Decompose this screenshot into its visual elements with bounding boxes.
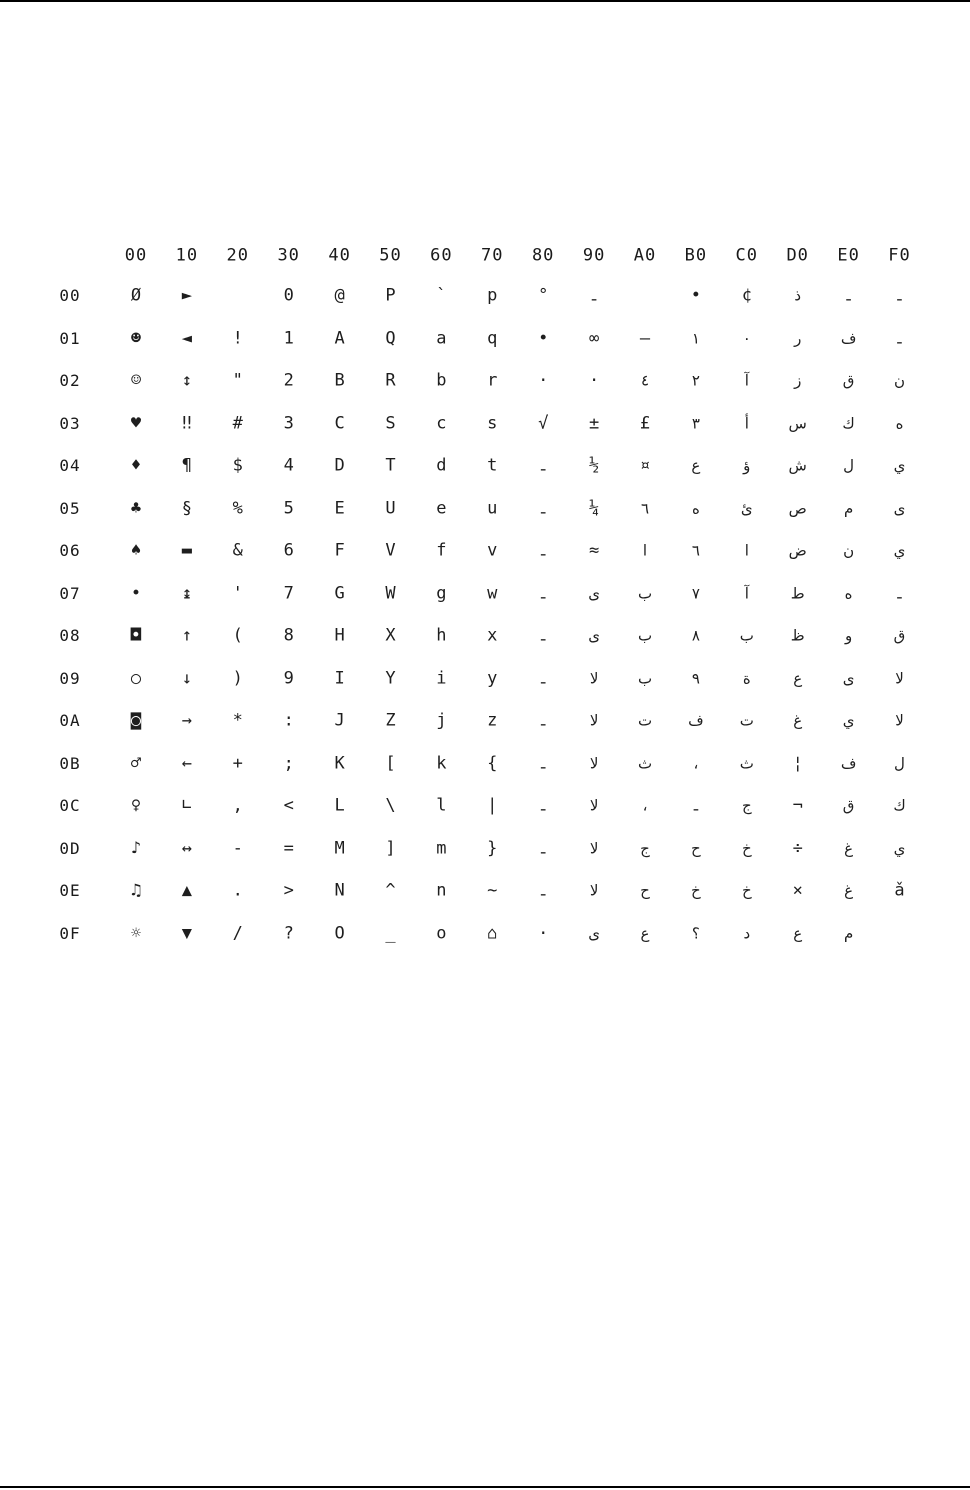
glyph-cell: ،: [693, 754, 699, 772]
glyph-cell: B: [334, 370, 345, 391]
glyph-cell: ]: [385, 838, 396, 858]
glyph-cell: ص: [788, 499, 807, 517]
glyph-cell: ٣: [691, 414, 700, 432]
column-header-e0: E0: [837, 245, 860, 266]
glyph-cell: ب: [637, 669, 653, 687]
glyph-cell: T: [385, 455, 396, 476]
glyph-cell: 3: [283, 413, 294, 433]
glyph-cell: ▲: [181, 880, 193, 901]
glyph-cell: -: [232, 838, 243, 858]
glyph-cell: ـ: [540, 584, 546, 602]
row-header-0e: 0E: [59, 881, 81, 900]
glyph-cell: ا: [744, 541, 749, 560]
column-header-70: 70: [481, 245, 504, 266]
glyph-cell: ى: [842, 669, 855, 687]
glyph-cell: ∞: [588, 328, 600, 348]
glyph-cell: }: [487, 838, 498, 858]
glyph-cell: ☼: [130, 923, 142, 943]
column-header-f0: F0: [888, 245, 911, 266]
glyph-cell: N: [334, 880, 345, 901]
glyph-cell: •: [690, 285, 702, 306]
glyph-cell: C: [334, 413, 345, 433]
glyph-cell: ¶: [181, 455, 193, 476]
glyph-cell: ½: [588, 455, 600, 476]
glyph-cell: Q: [385, 328, 396, 348]
glyph-cell: ى: [588, 584, 600, 602]
glyph-cell: ↓: [181, 668, 193, 688]
glyph-cell: ا: [642, 541, 648, 560]
glyph-cell: D: [334, 455, 345, 476]
glyph-cell: ة: [742, 669, 751, 687]
column-header-20: 20: [226, 245, 250, 266]
glyph-cell: م: [843, 924, 854, 942]
glyph-cell: ٠: [742, 329, 751, 347]
column-header-d0: D0: [786, 245, 809, 266]
glyph-cell: {: [487, 753, 498, 773]
glyph-cell: ر: [794, 329, 802, 347]
glyph-cell: لا: [589, 711, 599, 730]
glyph-cell: ♥: [130, 413, 142, 433]
glyph-cell: ': [232, 583, 243, 603]
glyph-cell: +: [232, 753, 243, 773]
glyph-cell: ش: [788, 456, 807, 475]
glyph-cell: •: [130, 583, 142, 603]
glyph-cell: ذ: [794, 286, 802, 305]
glyph-cell: e: [436, 498, 447, 518]
glyph-cell: G: [334, 583, 345, 603]
glyph-cell: ٩: [691, 669, 700, 687]
glyph-cell: ∟: [181, 795, 193, 816]
glyph-cell: ف: [688, 711, 704, 730]
glyph-cell: W: [385, 583, 396, 603]
glyph-cell: R: [385, 370, 396, 391]
glyph-cell: s: [487, 413, 498, 433]
glyph-cell: L: [334, 795, 345, 816]
glyph-cell: ع: [691, 456, 701, 475]
glyph-cell: √: [538, 413, 549, 433]
glyph-cell: ـ: [540, 711, 546, 730]
glyph-cell: _: [385, 923, 396, 943]
glyph-cell: ¬: [792, 795, 803, 816]
glyph-cell: ـ: [846, 286, 851, 305]
glyph-cell: ـ: [540, 796, 546, 815]
column-header-00: 00: [124, 245, 148, 266]
glyph-cell: P: [385, 285, 396, 306]
glyph-cell: Ø: [130, 285, 142, 306]
glyph-cell: ¼: [588, 498, 600, 518]
glyph-cell: ى: [588, 626, 600, 645]
row-header-07: 07: [59, 583, 81, 603]
glyph-cell: (: [232, 625, 243, 646]
glyph-cell: ♀: [130, 795, 142, 816]
glyph-cell: ←: [181, 753, 193, 773]
glyph-cell: ك: [893, 796, 906, 815]
glyph-cell: p: [487, 285, 498, 306]
glyph-cell: ⌂: [487, 923, 498, 943]
glyph-cell: د: [743, 924, 751, 942]
glyph-cell: /: [232, 923, 243, 943]
glyph-cell: ♠: [130, 540, 142, 561]
glyph-cell: V: [385, 540, 396, 561]
glyph-cell: ت: [739, 711, 754, 730]
glyph-cell: l: [436, 795, 447, 816]
glyph-cell: ـ: [897, 329, 902, 347]
glyph-cell: ‼: [181, 413, 193, 433]
glyph-cell: ?: [283, 923, 294, 943]
glyph-cell: ه: [844, 584, 853, 602]
glyph-cell: U: [385, 498, 396, 518]
row-header-02: 02: [59, 371, 81, 390]
glyph-cell: ○: [130, 668, 142, 688]
glyph-cell: ◙: [130, 710, 142, 731]
glyph-cell: ب: [637, 584, 653, 602]
glyph-cell: 9: [283, 668, 294, 688]
glyph-cell: ±: [588, 413, 600, 433]
glyph-cell: ن: [843, 541, 855, 560]
glyph-cell: ي: [893, 839, 906, 857]
glyph-cell: ٦: [640, 499, 650, 517]
glyph-cell: ب: [739, 626, 754, 645]
glyph-cell: ع: [640, 924, 650, 942]
glyph-cell: ١: [691, 329, 700, 347]
row-header-04: 04: [59, 456, 81, 475]
glyph-cell: ـ: [897, 584, 902, 602]
glyph-cell: ·: [538, 370, 549, 391]
glyph-cell: ت: [637, 711, 653, 730]
glyph-cell: E: [334, 498, 345, 518]
glyph-cell: ,: [232, 795, 243, 816]
glyph-cell: n: [436, 880, 447, 901]
glyph-cell: ▬: [181, 540, 193, 561]
glyph-cell: ،: [642, 796, 648, 815]
glyph-cell: ي: [842, 711, 855, 730]
glyph-cell: ـ: [693, 796, 699, 815]
glyph-cell: آ: [744, 371, 749, 390]
glyph-cell: F: [334, 540, 345, 561]
row-header-09: 09: [59, 668, 81, 688]
glyph-cell: ": [232, 370, 243, 391]
glyph-cell: س: [788, 414, 807, 432]
glyph-cell: ـ: [540, 839, 546, 857]
glyph-cell: Z: [385, 710, 396, 731]
glyph-cell: 5: [283, 498, 294, 518]
glyph-cell: ¦: [792, 753, 803, 773]
glyph-cell: 7: [283, 583, 294, 603]
glyph-cell: ث: [637, 754, 653, 772]
row-header-08: 08: [59, 626, 81, 645]
glyph-cell: آ: [744, 584, 749, 602]
glyph-cell: r: [487, 370, 498, 391]
glyph-cell: ǎ: [894, 880, 905, 901]
column-header-90: 90: [582, 245, 606, 266]
row-header-06: 06: [59, 541, 81, 560]
glyph-cell: ـ: [540, 669, 546, 687]
glyph-cell: •: [538, 328, 549, 348]
glyph-cell: w: [487, 583, 498, 603]
glyph-cell: I: [334, 668, 345, 688]
glyph-cell: ؟: [691, 924, 700, 942]
glyph-cell: ـ: [540, 541, 546, 560]
glyph-cell: g: [436, 583, 447, 603]
glyph-cell: ♦: [130, 455, 142, 476]
glyph-cell: لا: [589, 881, 599, 900]
glyph-cell: ↕: [181, 370, 193, 391]
glyph-cell: H: [334, 625, 345, 646]
glyph-cell: ف: [840, 329, 857, 347]
glyph-cell: .: [232, 880, 243, 901]
glyph-cell: d: [436, 455, 447, 476]
glyph-cell: $: [232, 455, 243, 476]
glyph-cell: ▼: [181, 923, 193, 943]
glyph-cell: ♫: [130, 880, 142, 901]
glyph-cell: ظ: [790, 626, 805, 645]
glyph-cell: c: [436, 413, 447, 433]
glyph-cell: £: [639, 413, 651, 433]
glyph-cell: =: [283, 838, 294, 858]
glyph-cell: ٧: [691, 584, 700, 602]
glyph-cell: 2: [283, 370, 294, 391]
glyph-cell: ق: [842, 371, 855, 390]
glyph-cell: ◄: [181, 328, 193, 348]
glyph-cell: ↨: [181, 583, 193, 603]
glyph-cell: ►: [181, 285, 193, 306]
column-header-c0: C0: [735, 245, 759, 266]
glyph-cell: m: [436, 838, 447, 858]
glyph-cell: ح: [691, 839, 701, 857]
glyph-cell: ل: [894, 754, 905, 772]
glyph-cell: ~: [487, 880, 498, 901]
glyph-cell: ـ: [540, 499, 546, 517]
row-header-0a: 0A: [59, 711, 81, 730]
glyph-cell: ح: [640, 881, 650, 900]
glyph-cell: ن: [893, 371, 906, 390]
glyph-cell: ي: [893, 541, 906, 560]
glyph-cell: 1: [283, 328, 294, 348]
glyph-cell: ـ: [540, 456, 546, 475]
glyph-cell: ·: [588, 370, 600, 391]
glyph-cell: [: [385, 753, 396, 773]
glyph-cell: ل: [843, 456, 855, 475]
glyph-cell: ه: [691, 499, 700, 517]
glyph-cell: 4: [283, 455, 294, 476]
glyph-cell: M: [334, 838, 345, 858]
glyph-cell: لا: [589, 796, 599, 815]
glyph-cell: §: [181, 498, 193, 518]
glyph-cell: ـ: [540, 881, 546, 900]
glyph-cell: ز: [794, 371, 802, 390]
glyph-cell: ·: [538, 923, 549, 943]
row-header-05: 05: [59, 498, 81, 518]
glyph-cell: J: [334, 710, 345, 731]
glyph-cell: ق: [893, 626, 906, 645]
glyph-cell: %: [232, 498, 243, 518]
glyph-cell: ¤: [639, 455, 651, 476]
glyph-cell: ♪: [130, 838, 142, 858]
column-header-40: 40: [328, 245, 351, 266]
row-header-0c: 0C: [59, 796, 81, 815]
glyph-cell: #: [232, 413, 243, 433]
glyph-cell: 8: [283, 625, 294, 646]
glyph-cell: f: [436, 540, 447, 561]
glyph-cell: 6: [283, 540, 294, 561]
glyph-cell: t: [487, 455, 498, 476]
glyph-cell: @: [334, 285, 345, 306]
glyph-cell: i: [436, 668, 447, 688]
glyph-cell: ث: [739, 754, 754, 772]
glyph-cell: A: [334, 328, 345, 348]
glyph-cell: ≈: [588, 540, 600, 561]
glyph-cell: غ: [793, 711, 803, 730]
glyph-cell: ـ: [540, 754, 546, 772]
glyph-cell: ٢: [691, 371, 700, 390]
glyph-cell: خ: [741, 839, 752, 857]
glyph-cell: ب: [637, 626, 653, 645]
glyph-cell: لا: [589, 839, 599, 857]
glyph-cell: أ: [744, 414, 749, 432]
glyph-cell: !: [232, 328, 243, 348]
bottom-rule: [0, 1486, 970, 1488]
glyph-cell: لا: [895, 669, 904, 687]
glyph-cell: q: [487, 328, 498, 348]
glyph-cell: ج: [640, 839, 650, 857]
glyph-cell: ف: [840, 754, 857, 772]
column-header-50: 50: [379, 245, 402, 266]
glyph-cell: ؤ: [743, 456, 751, 475]
glyph-cell: ٤: [640, 371, 650, 390]
glyph-cell: ↔: [181, 838, 193, 858]
glyph-cell: ـ: [591, 286, 597, 305]
glyph-cell: ع: [793, 924, 803, 942]
glyph-cell: 0: [283, 285, 294, 306]
glyph-cell: ٦: [691, 541, 700, 560]
glyph-cell: u: [487, 498, 498, 518]
glyph-cell: X: [385, 625, 396, 646]
glyph-cell: \: [385, 795, 396, 816]
glyph-cell: z: [487, 710, 498, 731]
column-header-80: 80: [531, 245, 555, 266]
glyph-cell: ◘: [130, 625, 142, 646]
row-header-0d: 0D: [59, 838, 81, 858]
glyph-cell: ط: [790, 584, 805, 602]
glyph-cell: o: [436, 923, 447, 943]
glyph-cell: ☺: [130, 370, 142, 391]
row-header-01: 01: [59, 328, 81, 348]
glyph-cell: &: [232, 540, 243, 561]
glyph-cell: ÷: [792, 838, 803, 858]
glyph-cell: x: [487, 625, 498, 646]
glyph-cell: لا: [589, 669, 599, 687]
glyph-cell: *: [232, 710, 243, 731]
glyph-cell: °: [538, 285, 549, 306]
glyph-cell: v: [487, 540, 498, 561]
glyph-cell: ـ: [540, 626, 546, 645]
glyph-cell: ¢: [741, 285, 752, 306]
glyph-cell: ق: [842, 796, 855, 815]
glyph-cell: b: [436, 370, 447, 391]
glyph-cell: ئ: [740, 499, 753, 517]
glyph-cell: ي: [893, 456, 906, 475]
row-header-03: 03: [59, 413, 81, 433]
glyph-cell: ض: [788, 541, 807, 560]
glyph-cell: h: [436, 625, 447, 646]
glyph-cell: `: [436, 285, 447, 306]
glyph-cell: ♣: [130, 498, 142, 518]
glyph-cell: ^: [385, 880, 396, 901]
glyph-cell: لا: [895, 711, 904, 730]
row-header-0f: 0F: [59, 923, 81, 943]
glyph-cell: y: [487, 668, 498, 688]
glyph-cell: ٨: [691, 626, 700, 645]
glyph-cell: :: [283, 710, 294, 731]
column-header-a0: A0: [633, 245, 657, 266]
glyph-cell: ى: [893, 499, 906, 517]
glyph-cell: O: [334, 923, 345, 943]
glyph-cell: a: [436, 328, 447, 348]
glyph-cell: ×: [792, 880, 803, 901]
glyph-cell: ع: [793, 669, 803, 687]
column-header-b0: B0: [684, 245, 708, 266]
glyph-cell: ـ: [897, 286, 902, 305]
glyph-cell: خ: [691, 881, 701, 900]
glyph-cell: ى: [588, 924, 600, 942]
glyph-cell: —: [639, 328, 651, 348]
glyph-cell: ): [232, 668, 243, 688]
glyph-cell: خ: [741, 881, 752, 900]
column-header-60: 60: [430, 245, 453, 266]
glyph-cell: j: [436, 710, 447, 731]
glyph-cell: غ: [844, 881, 854, 900]
row-header-0b: 0B: [59, 753, 81, 773]
glyph-cell: k: [436, 753, 447, 773]
glyph-cell: S: [385, 413, 396, 433]
glyph-cell: ;: [283, 753, 294, 773]
glyph-cell: ♂: [130, 753, 142, 773]
column-header-10: 10: [175, 245, 199, 266]
glyph-cell: و: [844, 626, 853, 645]
glyph-cell: Y: [385, 668, 396, 688]
glyph-cell: <: [283, 795, 294, 816]
row-header-00: 00: [59, 286, 81, 305]
glyph-cell: >: [283, 880, 294, 901]
column-header-30: 30: [277, 245, 300, 266]
glyph-cell: ☻: [130, 328, 142, 348]
glyph-cell: K: [334, 753, 345, 773]
glyph-cell: غ: [844, 839, 854, 857]
glyph-cell: م: [843, 499, 854, 517]
glyph-cell: ↑: [181, 625, 193, 646]
glyph-cell: ه: [895, 414, 904, 432]
glyph-cell: |: [487, 795, 498, 816]
glyph-cell: ج: [741, 796, 752, 815]
glyph-cell: لا: [589, 754, 599, 772]
glyph-cell: ك: [842, 414, 855, 432]
glyph-cell: →: [181, 710, 193, 731]
